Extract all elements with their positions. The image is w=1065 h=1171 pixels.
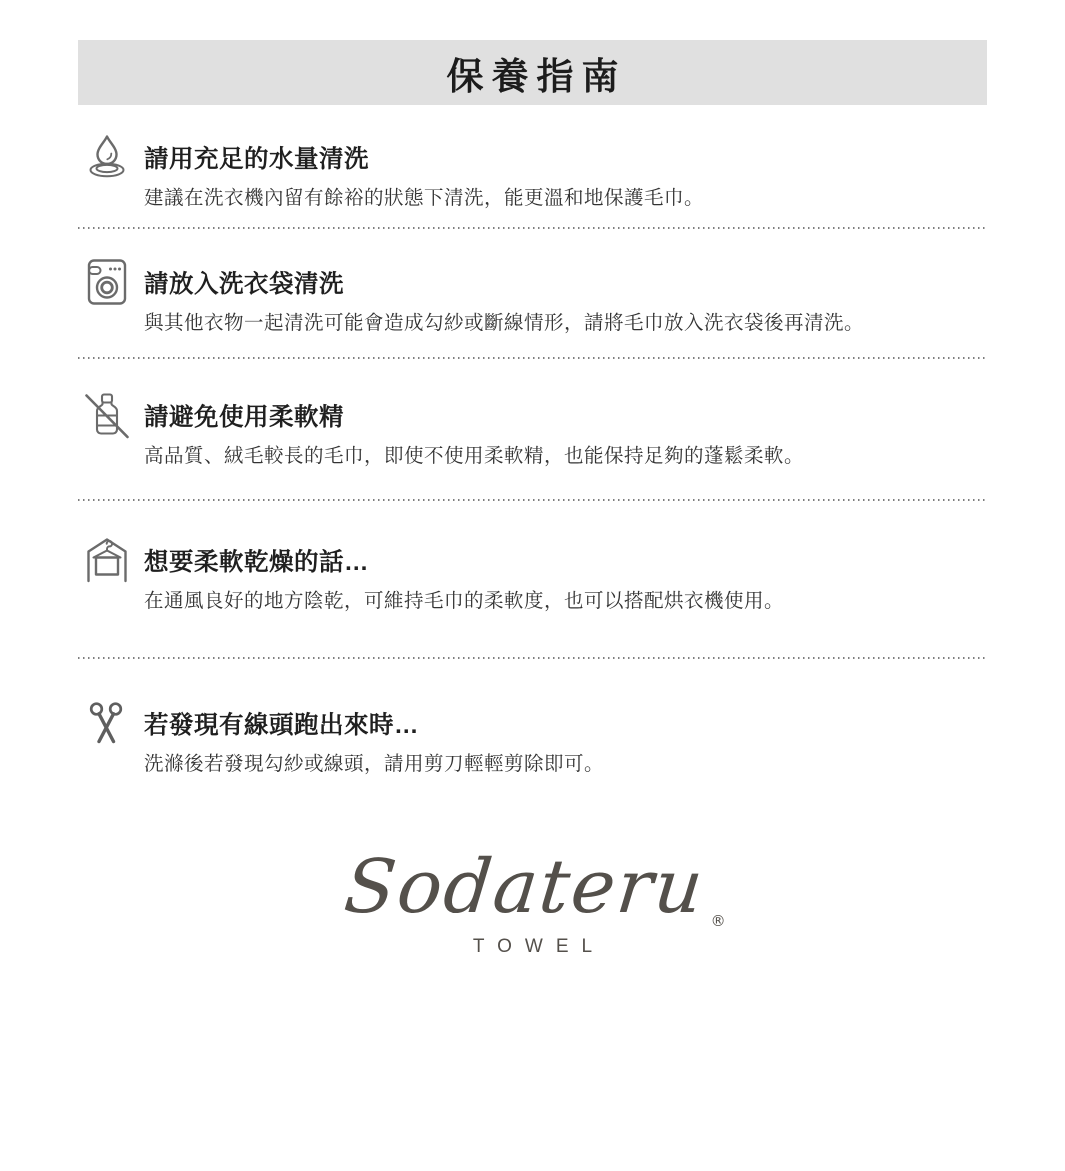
- water-drop-icon: [83, 133, 131, 181]
- dotted-divider: [78, 227, 987, 229]
- care-section-no-softener: [78, 391, 987, 468]
- dotted-divider: [78, 499, 987, 501]
- section-title: 請避免使用柔軟精: [144, 403, 344, 431]
- dotted-divider: [78, 357, 987, 359]
- washing-machine-icon: [83, 258, 131, 306]
- section-header: [78, 536, 987, 584]
- care-section-water: [78, 133, 987, 210]
- care-section-laundry-bag: [78, 258, 987, 335]
- logo-wordmark: [0, 842, 1065, 932]
- page-title-banner: [78, 40, 987, 105]
- section-header: [78, 258, 987, 306]
- care-section-threads: [78, 699, 987, 776]
- scissors-icon: [83, 699, 131, 747]
- section-title: 請用充足的水量清洗: [144, 145, 369, 173]
- no-fabric-softener-icon: [83, 391, 131, 439]
- indoor-drying-hanger-icon: [83, 536, 131, 584]
- section-description: 與其他衣物一起清洗可能會造成勾紗或斷線情形，請將毛巾放入洗衣袋後再清洗。: [144, 312, 865, 334]
- section-header: [78, 133, 987, 181]
- registered-trademark-icon: ®: [710, 912, 726, 930]
- section-description: 洗滌後若發現勾紗或線頭，請用剪刀輕輕剪除即可。: [144, 753, 605, 775]
- section-title: 若發現有線頭跑出來時…: [144, 711, 419, 739]
- page-title: 保養指南: [446, 55, 627, 97]
- dotted-divider: [78, 657, 987, 659]
- logo-towel-text: TOWEL: [472, 936, 606, 957]
- section-description: 高品質、絨毛較長的毛巾，即使不使用柔軟精，也能保持足夠的蓬鬆柔軟。: [144, 445, 805, 467]
- section-description: 在通風良好的地方陰乾，可維持毛巾的柔軟度，也可以搭配烘衣機使用。: [144, 590, 785, 612]
- section-header: [78, 699, 987, 747]
- care-section-drying: [78, 536, 987, 613]
- section-title: 請放入洗衣袋清洗: [144, 270, 344, 298]
- logo-script-text: Sodateru: [340, 844, 710, 930]
- section-title: 想要柔軟乾燥的話…: [144, 548, 369, 576]
- section-header: [78, 391, 987, 439]
- brand-logo: [0, 842, 1065, 958]
- section-description: 建議在洗衣機內留有餘裕的狀態下清洗，能更溫和地保護毛巾。: [144, 187, 705, 209]
